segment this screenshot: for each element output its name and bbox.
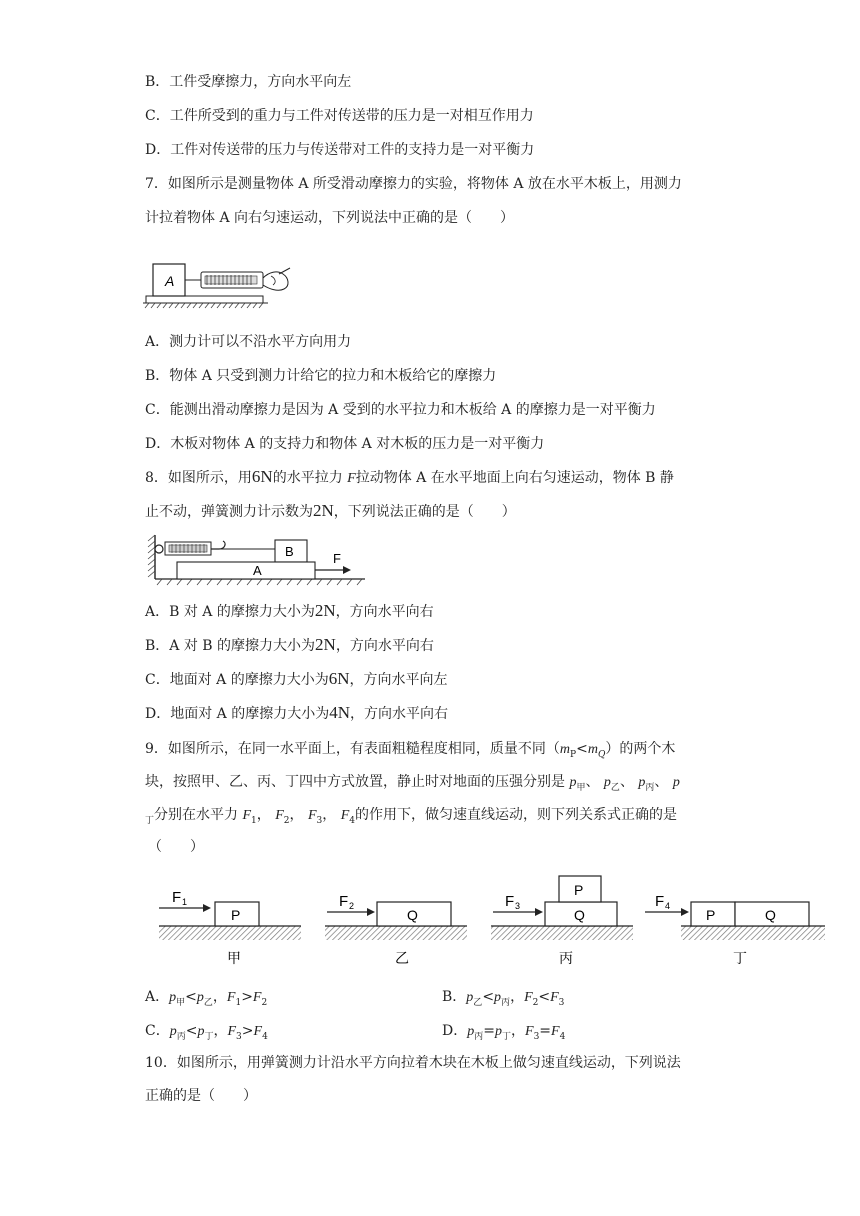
svg-text:P: P: [574, 882, 584, 898]
q7-figure: [143, 258, 293, 314]
q6-option-d: D．工件对传送带的压力与传送带对工件的支持力是一对平衡力: [145, 142, 535, 158]
q10-stem-line1: 10．如图所示，用弹簧测力计沿水平方向拉着木块在木板上做匀速直线运动，下列说法: [145, 1055, 681, 1071]
svg-text:甲: 甲: [227, 950, 241, 966]
q8-option-c: C．地面对 A 的摩擦力大小为6N，方向水平向左: [145, 669, 448, 688]
q8-fig-label-b: B: [285, 544, 294, 559]
q6-option-b: B．工件受摩擦力，方向水平向左: [145, 74, 352, 90]
svg-text:F: F: [655, 893, 665, 910]
q9-stem-line1: 9．如图所示，在同一水平面上，有表面粗糙程度相同，质量不同$(m_P<m_Q)$的两个木: [145, 741, 676, 760]
q9-option-d: D．$p_丙=p_丁$，$F_3=F_4$: [442, 1023, 566, 1042]
q7-option-c: C．能测出滑动摩擦力是因为 A 受到的水平拉力和木板给 A 的摩擦力是一对平衡力: [145, 402, 656, 418]
q8-option-b: B．A 对 B 的摩擦力大小为2N，方向水平向右: [145, 635, 434, 654]
q7-option-d: D．木板对物体 A 的支持力和物体 A 对木板的压力是一对平衡力: [145, 436, 545, 452]
q9-fig-jia: [159, 889, 301, 966]
svg-text:1: 1: [182, 897, 188, 907]
q9-stem-line3: $_丁$分别在水平力 $F_1$， $F_2$， $F_3$， $F_4$的作用下，做匀速直线运动，则下列关系式正确的是: [145, 807, 678, 826]
q9-fig-ding: [645, 893, 825, 966]
q6-option-c: C．工件所受到的重力与工件对传送带的压力是一对相互作用力: [145, 108, 534, 124]
q8-fig-label-f: F: [333, 551, 341, 566]
q9-fig-yi: [325, 893, 467, 966]
svg-text:P: P: [706, 907, 716, 923]
q9-stem-line2: 块，按照甲、乙、丙、丁四中方式放置，静止时对地面的压强分别是 $p_甲$、 $p_乙$、 $p_丙$、 p: [145, 774, 680, 793]
svg-text:Q: Q: [407, 907, 418, 923]
q8-figure: [147, 533, 367, 589]
svg-text:P: P: [231, 907, 241, 923]
q8-fig-label-a: A: [253, 563, 262, 578]
svg-text:4: 4: [665, 901, 671, 911]
q8-stem-line2: 止不动，弹簧测力计示数为2N，下列说法正确的是（ ）: [145, 501, 516, 520]
svg-text:F: F: [339, 893, 349, 910]
q7-fig-label-a: A: [165, 273, 175, 289]
q9-fig-bing: [491, 876, 633, 966]
svg-text:2: 2: [349, 901, 355, 911]
q9-option-a: A．$p_甲<p_乙$，$F_1>F_2$: [145, 989, 268, 1008]
q9-stem-line4: （ ）: [148, 839, 204, 855]
q9-option-b: B．$p_乙<p_丙$，$F_2<F_3$: [442, 989, 565, 1008]
q8-option-d: D．地面对 A 的摩擦力大小为4N，方向水平向右: [145, 703, 449, 722]
svg-text:丙: 丙: [559, 950, 573, 966]
q9-figure: [155, 868, 827, 972]
svg-text:丁: 丁: [733, 950, 747, 966]
svg-text:F: F: [505, 893, 515, 910]
q7-option-a: A．测力计可以不沿水平方向用力: [145, 334, 352, 350]
svg-text:3: 3: [515, 901, 521, 911]
svg-text:F: F: [172, 889, 182, 906]
svg-text:乙: 乙: [395, 950, 409, 966]
q7-option-b: B．物体 A 只受到测力计给它的拉力和木板给它的摩擦力: [145, 368, 497, 384]
q9-option-c: C．$p_丙<p_丁$，$F_3>F_4$: [145, 1023, 268, 1042]
q8-option-a: A．B 对 A 的摩擦力大小为2N，方向水平向右: [145, 601, 434, 620]
svg-text:Q: Q: [765, 907, 776, 923]
svg-text:Q: Q: [574, 907, 585, 923]
q7-stem-line1: 7．如图所示是测量物体 A 所受滑动摩擦力的实验，将物体 A 放在水平木板上，用测力: [145, 176, 682, 192]
q10-stem-line2: 正确的是（ ）: [145, 1088, 257, 1104]
q7-stem-line2: 计拉着物体 A 向右匀速运动，下列说法中正确的是（ ）: [145, 210, 515, 226]
q8-stem-line1: 8．如图所示，用6N的水平拉力 F拉动物体 A 在水平地面上向右匀速运动，物体 B 静: [145, 467, 674, 486]
